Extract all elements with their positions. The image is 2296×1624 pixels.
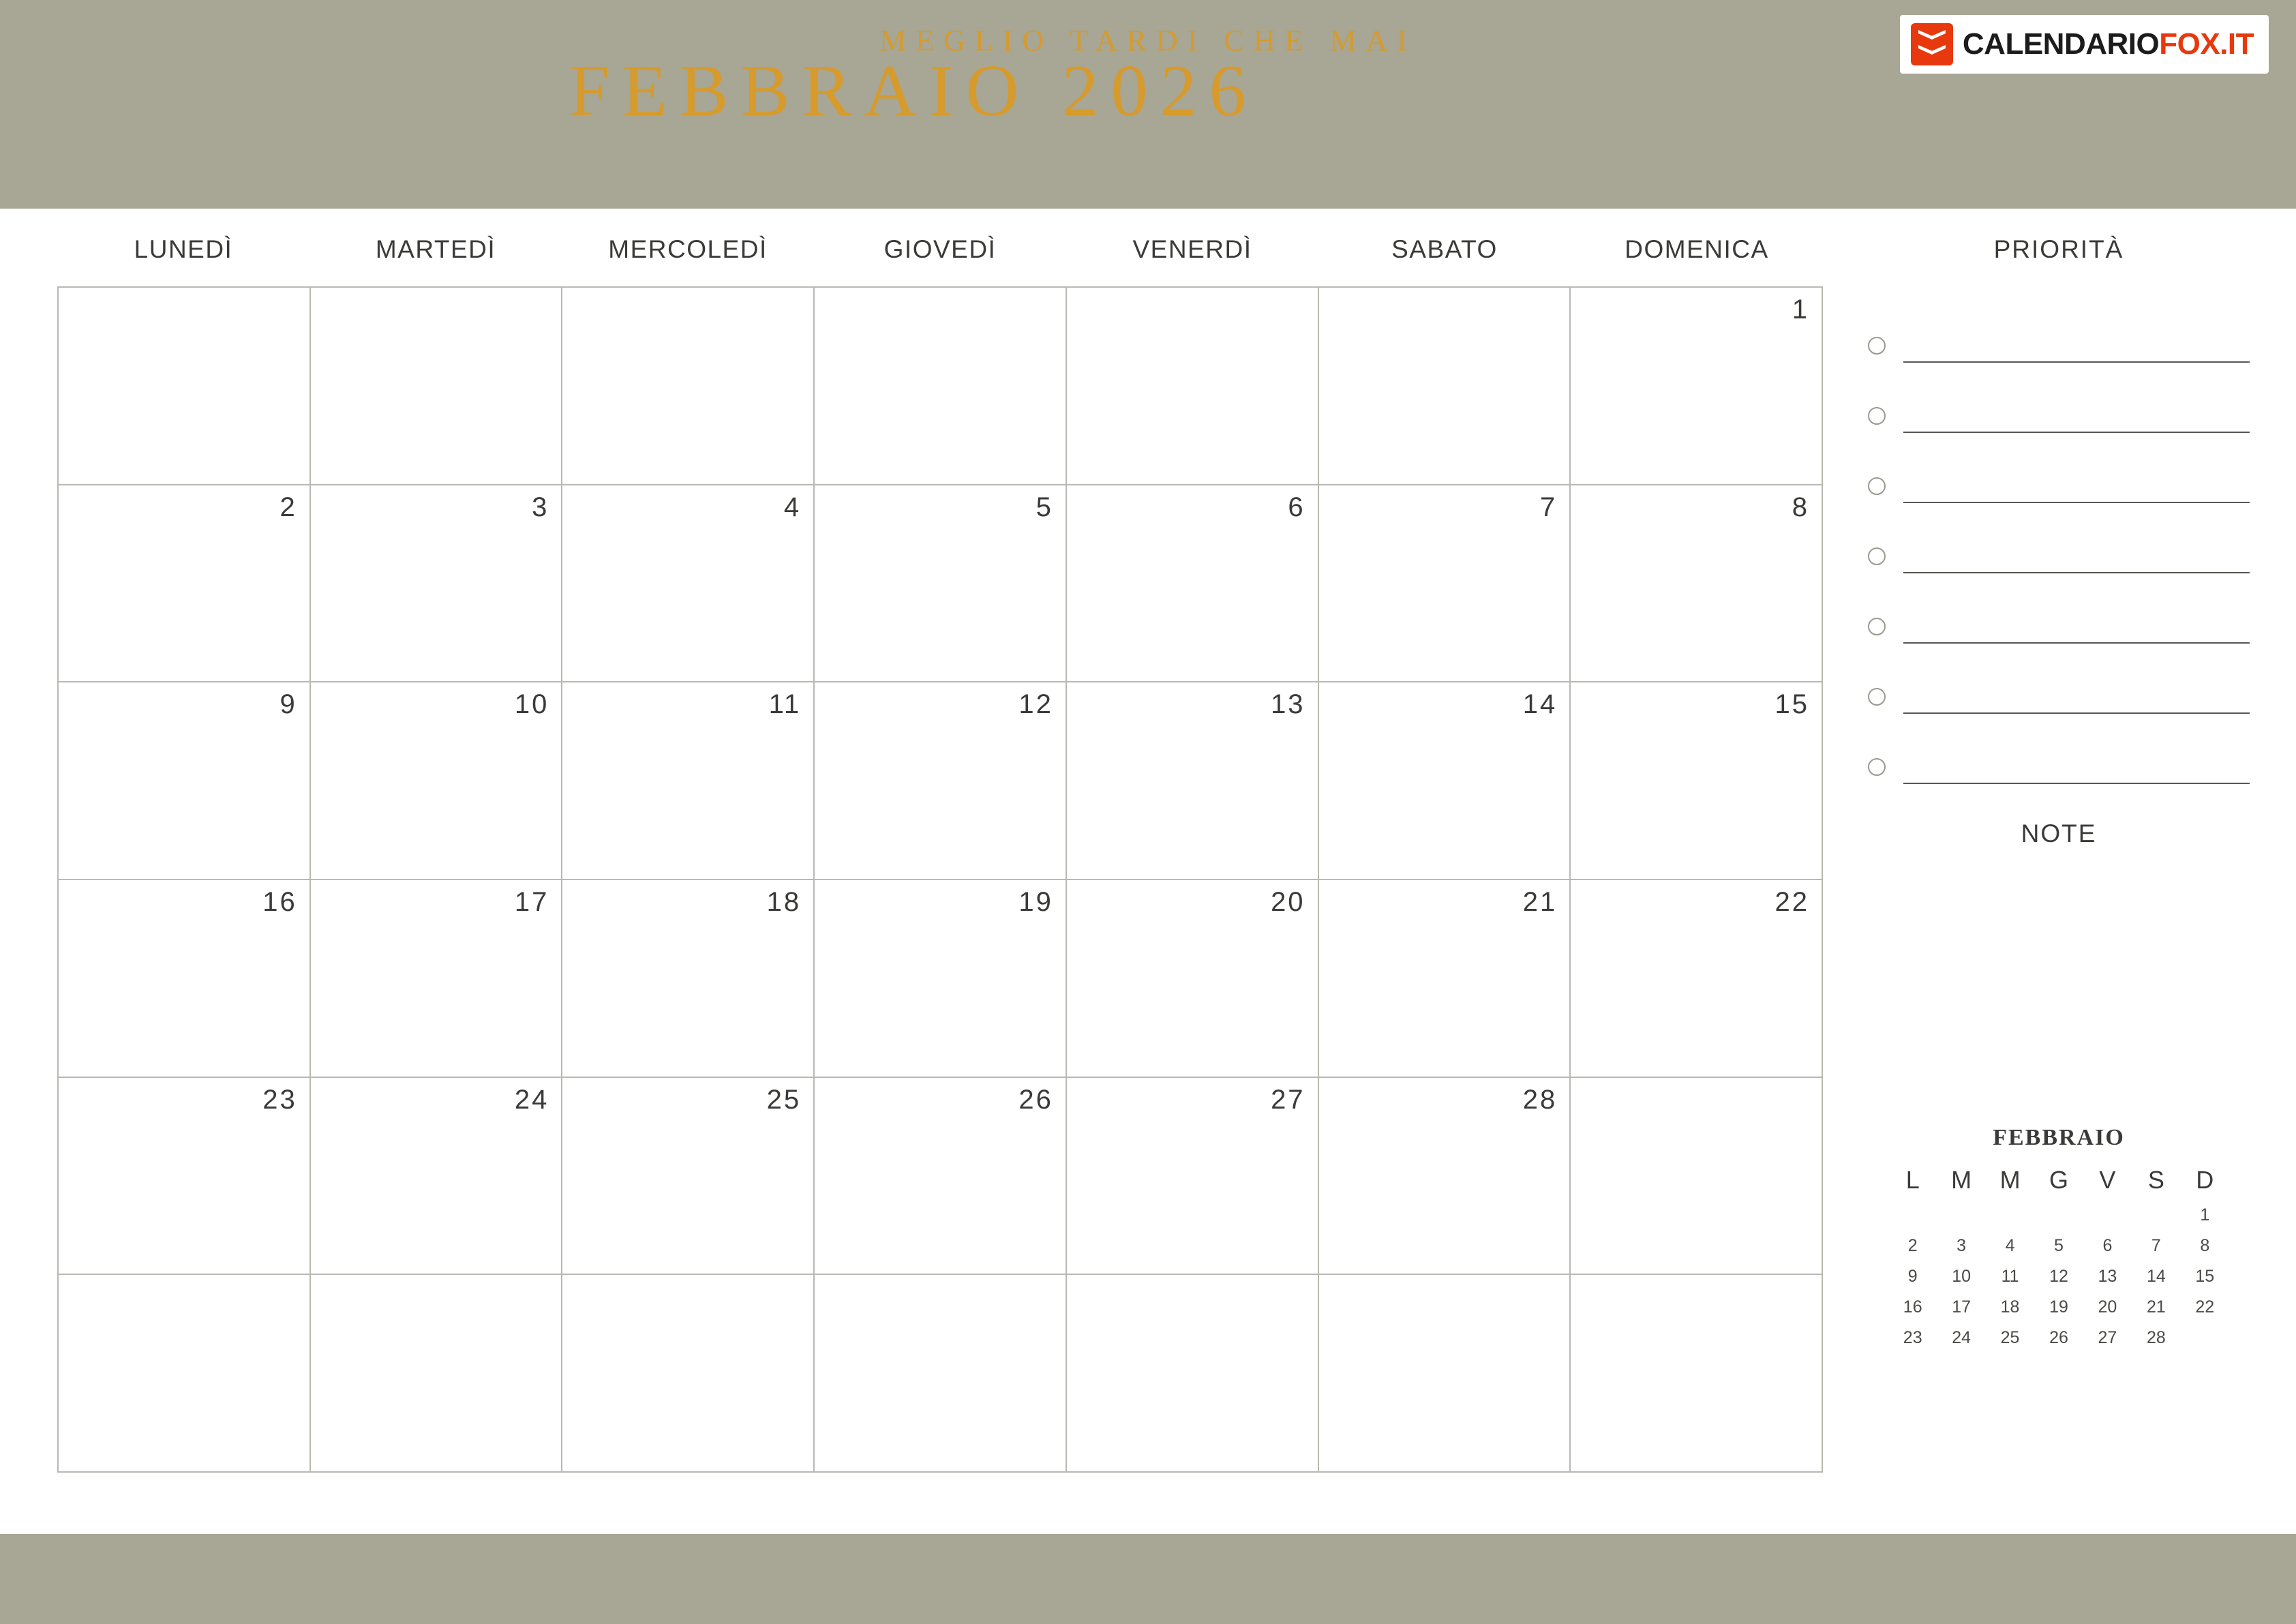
day-number: 26 [1018, 1084, 1053, 1115]
priority-write-line[interactable] [1903, 571, 2250, 573]
priority-write-line[interactable] [1903, 782, 2250, 784]
priority-write-line[interactable] [1903, 501, 2250, 503]
day-cell[interactable] [1067, 1275, 1319, 1473]
mini-week-row [1888, 1297, 2229, 1317]
day-number: 16 [262, 886, 297, 917]
mini-day[interactable]: 13 [2098, 1267, 2117, 1286]
mini-weekday-header: L [1905, 1166, 1920, 1194]
mini-weekday-header: S [2147, 1166, 2164, 1194]
day-cell[interactable] [562, 682, 815, 880]
mini-day[interactable]: 7 [2151, 1236, 2161, 1255]
mini-day[interactable]: 25 [2000, 1328, 2020, 1347]
day-cell[interactable] [562, 880, 815, 1078]
mini-week-row [1888, 1236, 2229, 1256]
mini-day[interactable]: 1 [2200, 1205, 2210, 1224]
day-number: 11 [768, 689, 802, 720]
mini-week-row [1888, 1328, 2229, 1348]
day-number: 21 [1522, 886, 1558, 917]
checkbox-circle-icon[interactable] [1868, 407, 1886, 425]
day-cell[interactable] [1571, 485, 1823, 683]
mini-day[interactable]: 2 [1907, 1236, 1918, 1255]
mini-day[interactable]: 14 [2146, 1267, 2166, 1286]
mini-day[interactable]: 21 [2146, 1297, 2166, 1317]
weekday-header: SABATO [1391, 235, 1498, 263]
priority-title: PRIORITÀ [1993, 235, 2124, 263]
day-cell[interactable] [1067, 485, 1319, 683]
page-title: FEBBRAIO 2026 [569, 50, 1258, 132]
day-number: 19 [1018, 886, 1053, 917]
mini-day[interactable] [1937, 1205, 1985, 1225]
day-cell[interactable] [1571, 1275, 1823, 1473]
day-cell[interactable] [1067, 288, 1319, 485]
day-cell[interactable] [1319, 288, 1571, 485]
day-cell[interactable] [59, 682, 311, 880]
checkbox-circle-icon[interactable] [1868, 547, 1886, 565]
weekday-header: GIOVEDÌ [883, 235, 997, 263]
day-cell[interactable] [59, 880, 311, 1078]
day-cell[interactable] [59, 485, 311, 683]
mini-day[interactable]: 22 [2195, 1297, 2215, 1317]
mini-day[interactable] [1986, 1205, 2034, 1225]
mini-day[interactable]: 28 [2146, 1328, 2166, 1347]
mini-day[interactable]: 6 [2102, 1236, 2113, 1255]
day-cell[interactable] [1571, 682, 1823, 880]
mini-day[interactable]: 26 [2049, 1328, 2068, 1347]
day-number: 20 [1271, 886, 1305, 917]
day-cell[interactable] [1571, 880, 1823, 1078]
day-cell[interactable] [59, 288, 311, 485]
mini-day[interactable] [2132, 1205, 2180, 1225]
checkbox-circle-icon[interactable] [1868, 618, 1886, 635]
day-number: 22 [1774, 886, 1809, 917]
day-number: 5 [1036, 492, 1053, 522]
day-cell[interactable] [1319, 1275, 1571, 1473]
day-cell[interactable] [1319, 485, 1571, 683]
priority-item[interactable] [1868, 292, 2250, 363]
day-cell[interactable] [311, 485, 563, 683]
day-cell[interactable] [815, 880, 1067, 1078]
day-cell[interactable] [815, 288, 1067, 485]
priority-list [1868, 292, 2250, 784]
mini-day[interactable] [2181, 1328, 2229, 1348]
day-cell[interactable] [562, 485, 815, 683]
day-number: 13 [1271, 689, 1305, 720]
priority-item[interactable] [1868, 573, 2250, 644]
mini-weekday-header: M [1999, 1166, 2021, 1194]
mini-day[interactable] [2083, 1205, 2132, 1225]
day-cell[interactable] [815, 485, 1067, 683]
day-cell[interactable] [1571, 288, 1823, 485]
mini-day[interactable]: 11 [2001, 1267, 2019, 1286]
logo-text-accent: FOX.IT [2159, 27, 2254, 61]
mini-weekday-header-row [1888, 1166, 2229, 1194]
mini-day[interactable] [2034, 1205, 2083, 1225]
day-number: 10 [514, 689, 549, 720]
mini-calendar-title: FEBBRAIO [1993, 1125, 2125, 1150]
mini-day[interactable]: 5 [2054, 1236, 2064, 1255]
mini-weekday-header: M [1951, 1166, 1972, 1194]
mini-weekday-header: D [2196, 1166, 2214, 1194]
priority-write-line[interactable] [1903, 642, 2250, 644]
priority-write-line[interactable] [1903, 361, 2250, 363]
note-title: NOTE [2021, 819, 2097, 847]
priority-item[interactable] [1868, 503, 2250, 573]
mini-day[interactable]: 8 [2200, 1236, 2210, 1255]
mini-day[interactable]: 23 [1903, 1328, 1922, 1347]
day-number: 3 [532, 492, 549, 522]
mini-calendar [1888, 1125, 2229, 1348]
day-cell[interactable] [311, 1275, 563, 1473]
day-number: 27 [1271, 1084, 1305, 1115]
priority-write-line[interactable] [1903, 712, 2250, 714]
day-number: 17 [514, 886, 549, 917]
day-number: 25 [766, 1084, 802, 1115]
mini-week-row [1888, 1267, 2229, 1287]
mini-day[interactable]: 24 [1952, 1328, 1972, 1347]
day-number: 12 [1018, 689, 1053, 720]
day-cell[interactable] [1067, 682, 1319, 880]
mini-day[interactable]: 15 [2195, 1267, 2215, 1286]
weekday-header-row [57, 235, 1823, 264]
day-cell[interactable] [311, 880, 563, 1078]
weekday-header: LUNEDÌ [134, 235, 233, 263]
checkbox-circle-icon[interactable] [1868, 337, 1886, 355]
mini-day[interactable]: 18 [2000, 1297, 2020, 1317]
checkbox-circle-icon[interactable] [1868, 688, 1886, 706]
mini-day[interactable]: 10 [1952, 1267, 1972, 1286]
mini-day[interactable]: 17 [1952, 1297, 1972, 1317]
day-cell[interactable] [311, 288, 563, 485]
footer-quote: MEGLIO TARDI CHE MAI [879, 24, 1417, 57]
day-cell[interactable] [1319, 1078, 1571, 1276]
mini-day[interactable]: 9 [1907, 1267, 1918, 1286]
mini-day[interactable]: 27 [2098, 1328, 2117, 1347]
checkbox-circle-icon[interactable] [1868, 758, 1886, 776]
day-cell[interactable] [59, 1078, 311, 1276]
calendar-grid [57, 286, 1823, 1473]
day-cell[interactable] [1571, 1078, 1823, 1276]
priority-item[interactable] [1868, 433, 2250, 503]
priority-item[interactable] [1868, 714, 2250, 784]
day-number: 23 [262, 1084, 297, 1115]
day-number: 1 [1792, 295, 1809, 325]
priority-item[interactable] [1868, 644, 2250, 714]
day-cell[interactable] [1319, 880, 1571, 1078]
day-cell[interactable] [311, 682, 563, 880]
day-cell[interactable] [1319, 682, 1571, 880]
day-number: 7 [1540, 492, 1558, 522]
day-cell[interactable] [1067, 1078, 1319, 1276]
day-cell[interactable] [815, 682, 1067, 880]
day-cell[interactable] [562, 1078, 815, 1276]
weekday-header: DOMENICA [1625, 235, 1769, 263]
day-number: 28 [1522, 1084, 1558, 1115]
mini-day[interactable]: 12 [2049, 1267, 2068, 1286]
day-cell[interactable] [815, 1275, 1067, 1473]
day-number: 14 [1522, 689, 1558, 720]
mini-week-row [1888, 1205, 2229, 1225]
day-number: 9 [280, 689, 297, 720]
day-number: 6 [1288, 492, 1305, 522]
mini-day[interactable]: 19 [2049, 1297, 2068, 1317]
priority-item[interactable] [1868, 363, 2250, 433]
day-number: 24 [514, 1084, 549, 1115]
logo-text-primary: CALENDARIO [1962, 27, 2160, 61]
weekday-header: VENERDÌ [1132, 235, 1252, 263]
day-number: 8 [1792, 492, 1809, 522]
mini-day[interactable]: 16 [1903, 1297, 1922, 1317]
footer-band [0, 1534, 2296, 1624]
mini-day[interactable]: 3 [1957, 1236, 1967, 1255]
mini-weekday-header: V [2099, 1166, 2116, 1194]
weekday-header: MARTEDÌ [375, 235, 496, 263]
day-cell[interactable] [311, 1078, 563, 1276]
priority-write-line[interactable] [1903, 431, 2250, 433]
day-number: 15 [1774, 689, 1809, 720]
day-cell[interactable] [59, 1275, 311, 1473]
mini-day[interactable]: 20 [2098, 1297, 2117, 1317]
mini-day[interactable]: 4 [2005, 1236, 2015, 1255]
sidebar [1868, 235, 2250, 848]
mini-weekday-header: G [2049, 1166, 2068, 1194]
day-cell[interactable] [815, 1078, 1067, 1276]
day-number: 2 [280, 492, 297, 522]
day-cell[interactable] [1067, 880, 1319, 1078]
day-number: 4 [783, 492, 802, 522]
day-cell[interactable] [562, 288, 815, 485]
weekday-header: MERCOLEDÌ [608, 235, 768, 263]
day-number: 18 [766, 886, 802, 917]
mini-day[interactable] [1888, 1205, 1937, 1225]
day-cell[interactable] [562, 1275, 815, 1473]
checkbox-circle-icon[interactable] [1868, 477, 1886, 495]
